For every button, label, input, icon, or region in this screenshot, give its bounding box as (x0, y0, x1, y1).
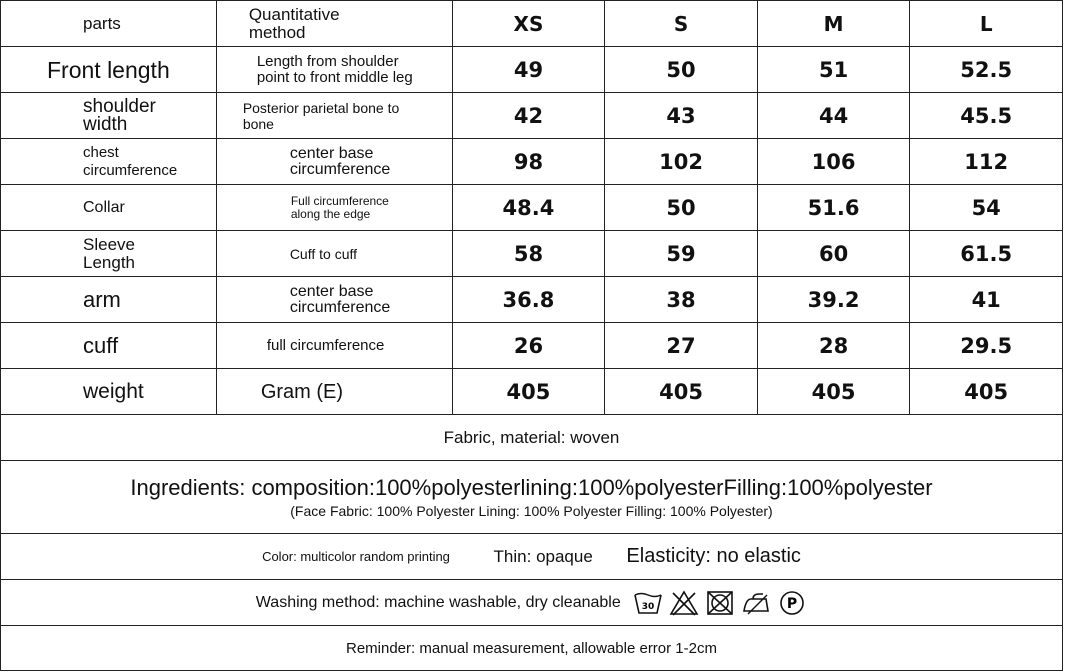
table-row (1, 93, 1063, 139)
cell-s: 50 (605, 185, 758, 231)
row-part: chest circumference (1, 139, 217, 185)
row-part: Collar (1, 185, 217, 231)
cell-m: 405 (757, 369, 910, 415)
cell-s: 27 (605, 323, 758, 369)
cell-xs: 36.8 (452, 277, 605, 323)
table-row (1, 231, 1063, 277)
ingredients-row (1, 461, 1063, 534)
header-method: Quantitative method (216, 1, 452, 47)
reminder-row (1, 626, 1063, 671)
cell-xs: 98 (452, 139, 605, 185)
cell-xs: 48.4 (452, 185, 605, 231)
ingredients-sub: (Face Fabric: 100% Polyester Lining: 100% Polyester Filling: 100% Polyester) (290, 503, 773, 519)
svg-text:30: 30 (641, 601, 655, 612)
no-tumble-dry-icon (705, 589, 735, 617)
cell-xs: 58 (452, 231, 605, 277)
cell-s: 405 (605, 369, 758, 415)
fabric-row (1, 415, 1063, 461)
row-part: arm (1, 277, 217, 323)
row-method: Cuff to cuff (216, 231, 452, 277)
cell-xs: 49 (452, 47, 605, 93)
thin-text: Thin: opaque (493, 546, 593, 566)
table-row (1, 277, 1063, 323)
row-method: Length from shoulder point to front middle leg (216, 47, 452, 93)
properties-row (1, 534, 1063, 580)
washing-row (1, 580, 1063, 626)
color-text: Color: multicolor random printing (262, 549, 450, 564)
ingredients-main: Ingredients: composition:100%polyesterlining:100%polyesterFilling:100%polyester (130, 475, 933, 500)
table-row (1, 47, 1063, 93)
row-method: full circumference (216, 323, 452, 369)
cell-m: 51.6 (757, 185, 910, 231)
table-row (1, 139, 1063, 185)
header-size-s: S (605, 1, 758, 47)
cell-l: 54 (910, 185, 1063, 231)
washing-cell (1, 580, 1063, 626)
cell-s: 102 (605, 139, 758, 185)
cell-m: 28 (757, 323, 910, 369)
cell-l: 29.5 (910, 323, 1063, 369)
washing-text: Washing method: machine washable, dry cleanable (255, 593, 621, 611)
cell-m: 106 (757, 139, 910, 185)
wash-30-icon (633, 589, 663, 617)
cell-l: 45.5 (910, 93, 1063, 139)
header-size-xs: XS (452, 1, 605, 47)
cell-xs: 42 (452, 93, 605, 139)
cell-s: 50 (605, 47, 758, 93)
fabric-text: Fabric, material: woven (1, 415, 1063, 461)
cell-xs: 405 (452, 369, 605, 415)
cell-l: 52.5 (910, 47, 1063, 93)
cell-m: 60 (757, 231, 910, 277)
cell-l: 41 (910, 277, 1063, 323)
row-method: Posterior parietal bone to bone (216, 93, 452, 139)
row-method: center base circumference (216, 277, 452, 323)
care-icons (633, 589, 807, 617)
elasticity-text: Elasticity: no elastic (626, 545, 801, 567)
header-parts: parts (1, 1, 217, 47)
header-size-m: M (757, 1, 910, 47)
ingredients-cell (1, 461, 1063, 534)
table-row (1, 369, 1063, 415)
properties-cell (1, 534, 1063, 580)
row-part: weight (1, 369, 217, 415)
row-method: center base circumference (216, 139, 452, 185)
table-row (1, 323, 1063, 369)
cell-l: 112 (910, 139, 1063, 185)
cell-s: 38 (605, 277, 758, 323)
iron-low-icon (741, 589, 771, 617)
cell-s: 43 (605, 93, 758, 139)
row-part: shoulder width (1, 93, 217, 139)
cell-xs: 26 (452, 323, 605, 369)
cell-l: 405 (910, 369, 1063, 415)
svg-text:P: P (787, 595, 798, 612)
dry-clean-p-icon (777, 589, 807, 617)
row-method: Full circumference along the edge (216, 185, 452, 231)
row-part: Sleeve Length (1, 231, 217, 277)
cell-m: 51 (757, 47, 910, 93)
header-row (1, 1, 1063, 47)
table-row (1, 185, 1063, 231)
row-method: Gram (E) (216, 369, 452, 415)
header-size-l: L (910, 1, 1063, 47)
row-part: Front length (1, 47, 217, 93)
row-part: cuff (1, 323, 217, 369)
reminder-text: Reminder: manual measurement, allowable error 1-2cm (1, 626, 1063, 671)
cell-s: 59 (605, 231, 758, 277)
no-bleach-icon (669, 589, 699, 617)
cell-m: 39.2 (757, 277, 910, 323)
cell-l: 61.5 (910, 231, 1063, 277)
cell-m: 44 (757, 93, 910, 139)
